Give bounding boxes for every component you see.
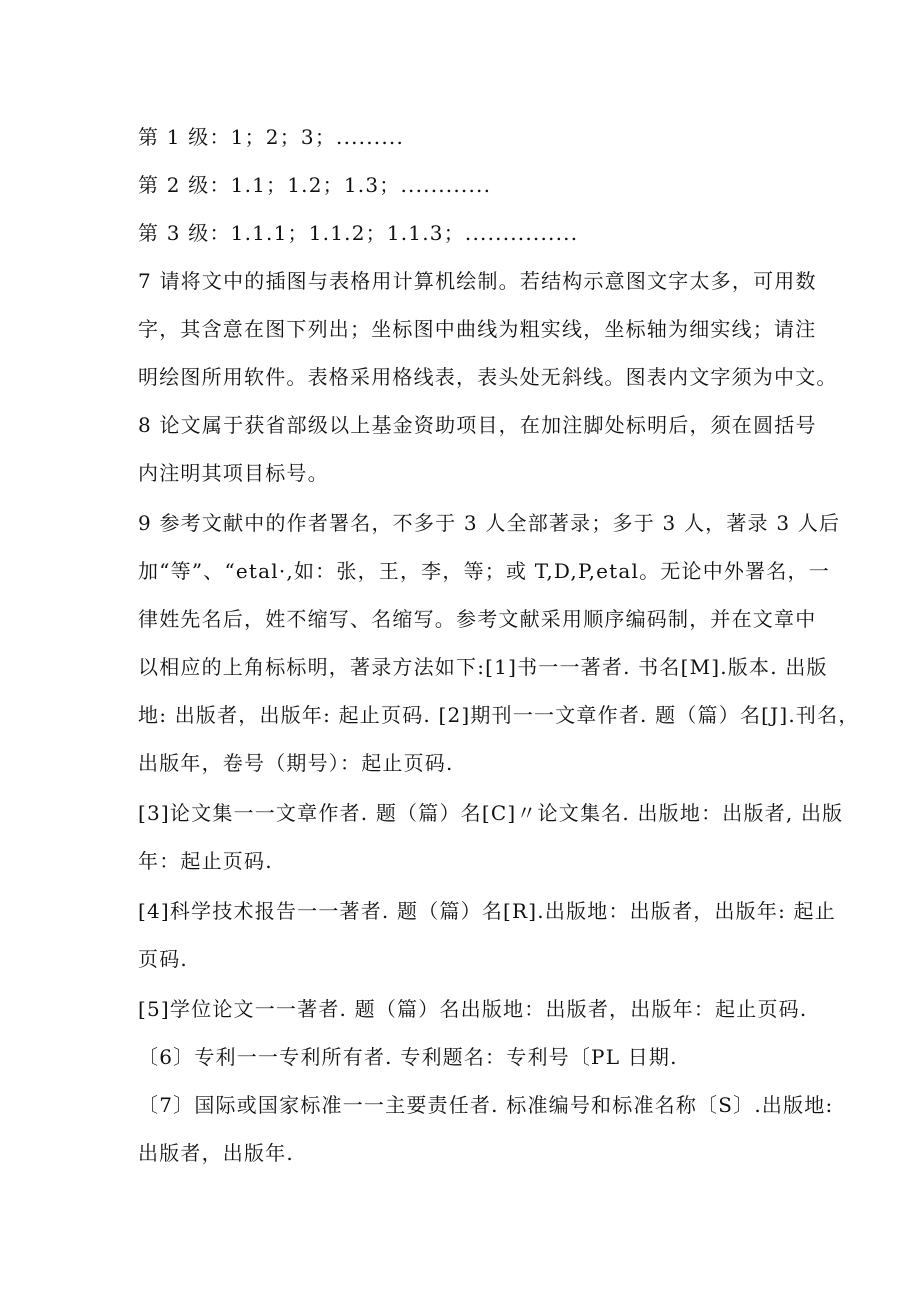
rule-9-line-1: 9 参考文献中的作者署名，不多于 3 人全部著录；多于 3 人，著录 3 人后: [138, 511, 841, 535]
rule-9-line-6: 出版年，卷号（期号）：起止页码.: [138, 751, 454, 775]
reference-6-line: 〔6〕专利一一专利所有者. 专利题名：专利号〔PL 日期.: [138, 1045, 678, 1069]
reference-4-line-1: [4]科学技术报告一一著者. 题（篇）名[R].出版地：出版者，出版年: 起止: [138, 899, 836, 923]
rule-9-line-2: 加“等”、“etal·,如：张，王，李，等；或 T,D,P,etal。无论中外署名，一: [138, 559, 830, 583]
rule-7-line-3: 明绘图所用软件。表格采用格线表，表头处无斜线。图表内文字须为中文。: [138, 365, 838, 389]
reference-7-line-2: 出版者，出版年.: [138, 1141, 294, 1165]
rule-9-line-4: 以相应的上角标标明，著录方法如下:[1]书一一著者. 书名[M].版本. 出版: [138, 655, 828, 679]
reference-3-line-2: 年：起止页码.: [138, 849, 273, 873]
reference-5-line: [5]学位论文一一著者. 题（篇）名出版地：出版者，出版年：起止页码.: [138, 997, 808, 1021]
reference-7-line-1: 〔7〕国际或国家标准一一主要责任者. 标准编号和标准名称〔S〕.出版地:: [138, 1093, 834, 1117]
rule-9-line-5: 地: 出版者，出版年: 起止页码. [2]期刊一一文章作者. 题（篇）名[J].刊名，: [138, 703, 860, 727]
rule-7-line-1: 7 请将文中的插图与表格用计算机绘制。若结构示意图文字太多，可用数: [138, 269, 817, 293]
heading-level-1-example: 第 1 级：1；2；3；.........: [138, 125, 405, 149]
reference-4-line-2: 页码.: [138, 947, 188, 971]
rule-7-line-2: 字，其含意在图下列出；坐标图中曲线为粗实线，坐标轴为细实线；请注: [138, 317, 817, 341]
reference-3-line-1: [3]论文集一一文章作者. 题（篇）名[C]〃论文集名. 出版地：出版者, 出版: [138, 801, 844, 825]
rule-8-line-2: 内注明其项目标号。: [138, 461, 329, 485]
heading-level-3-example: 第 3 级：1.1.1；1.1.2；1.1.3；...............: [138, 221, 579, 245]
rule-8-line-1: 8 论文属于获省部级以上基金资助项目，在加注脚处标明后，须在圆括号: [138, 413, 817, 437]
rule-9-line-3: 律姓先名后，姓不缩写、名缩写。参考文献采用顺序编码制，并在文章中: [138, 607, 817, 631]
heading-level-2-example: 第 2 级：1.1；1.2；1.3；............: [138, 173, 492, 197]
